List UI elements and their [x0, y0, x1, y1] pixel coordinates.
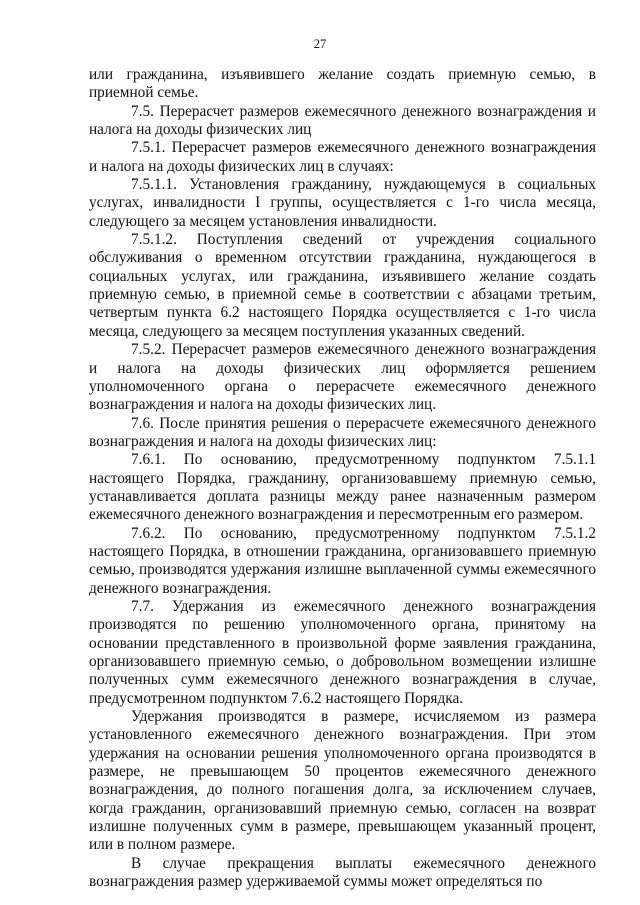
paragraph: В случае прекращения выплаты ежемесячного денежного вознаграждения размер удерживаемой суммы может определяться по [89, 854, 596, 891]
paragraph: 7.7. Удержания из ежемесячного денежного вознаграждения производятся по решению уполномоченного органа, принятому на основании представленного в произвольной форме заявления гражданина, организовавшего приемную семью, о добровольном возмещении излишне полученных сумм ежемесячного денежного вознаграждения в случае, предусмотренном подпунктом 7.6.2 настоящего Порядка. [89, 597, 596, 707]
paragraph: 7.5.1. Перерасчет размеров ежемесячного денежного вознаграждения и налога на доходы физических лиц в случаях: [89, 139, 596, 175]
page-number: 27 [313, 37, 327, 51]
paragraph: 7.6. После принятия решения о перерасчете ежемесячного денежного вознаграждения и налога на доходы физических лиц: [89, 414, 596, 450]
document-body [89, 66, 596, 891]
section-heading-7-5: 7.5. Перерасчет размеров ежемесячного денежного вознаграждения и налога на доходы физических лиц [89, 102, 596, 139]
paragraph: 7.5.1.2. Поступления сведений от учреждения социального обслуживания о временном отсутствии гражданина, нуждающегося в социальных услугах, или гражданина, изъявившего желание создать приемную семью, в приемной семье в соответствии с абзацами третьим, четвертым пункта 6.2 настоящего Порядка осуществляется с 1-го числа месяца, следующего за месяцем поступления указанных сведений. [89, 231, 596, 340]
paragraph: Удержания производятся в размере, исчисляемом из размера установленного ежемесячного денежного вознаграждения. При этом удержания на основании решения уполномоченного органа производятся в размере, не превышающем 50 процентов ежемесячного денежного вознаграждения, до полного погашения долга, за исключением случаев, когда гражданин, организовавший приемную семью, согласен на возврат излишне полученных сумм в размере, превышающем указанный процент, или в полном размере. [89, 708, 596, 854]
paragraph: 7.5.1.1. Установления гражданину, нуждающемуся в социальных услугах, инвалидности I группы, осуществляется с 1-го числа месяца, следующего за месяцем установления инвалидности. [89, 176, 596, 230]
paragraph: 7.6.2. По основанию, предусмотренному подпунктом 7.5.1.2 настоящего Порядка, в отношении гражданина, организовавшего приемную семью, производятся удержания излишне выплаченной суммы ежемесячного денежного вознаграждения. [89, 524, 596, 597]
paragraph: или гражданина, изъявившего желание создать приемную семью, в приемной семье. [89, 66, 596, 102]
paragraph: 7.6.1. По основанию, предусмотренному подпунктом 7.5.1.1 настоящего Порядка, гражданину, организовавшему приемную семью, устанавливается доплата разницы между ранее назначенным размером ежемесячного денежного вознаграждения и пересмотренным его размером. [89, 451, 596, 524]
paragraph: 7.5.2. Перерасчет размеров ежемесячного денежного вознаграждения и налога на доходы физических лиц оформляется решением уполномоченного органа о перерасчете ежемесячного денежного вознаграждения и налога на доходы физических лиц. [89, 341, 596, 414]
